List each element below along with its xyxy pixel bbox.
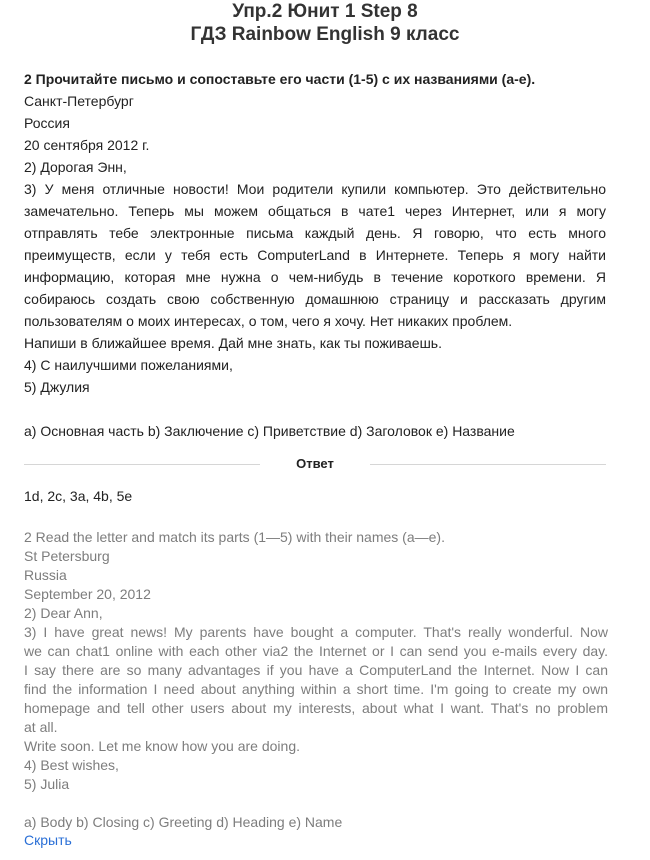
spacer	[24, 398, 606, 420]
letter-line: 2) Дорогая Энн,	[24, 159, 127, 175]
spacer	[24, 794, 608, 813]
page-title	[0, 0, 650, 46]
letter-closing-line: 4) Best wishes,	[24, 757, 119, 773]
letter-line: Russia	[24, 567, 67, 583]
task-options: а) Основная часть b) Заключение c) Приветствие d) Заголовок e) Название	[24, 423, 515, 439]
letter-closing-line: Напиши в ближайшее время. Дай мне знать, как ты поживаешь.	[24, 335, 442, 351]
answer-text: 1d, 2c, 3a, 4b, 5e	[24, 488, 133, 504]
letter-body-line: we can chat1 online with each other via2 the Internet or I can send you e-mails every day.	[24, 643, 608, 659]
letter-line: Россия	[24, 115, 70, 131]
divider-line	[370, 464, 606, 465]
letter-body-line: информацию, которая мне нужна о чем-нибудь в течение короткого времени. Я	[24, 269, 606, 285]
answer-label: Ответ	[296, 456, 334, 471]
letter-body-line: собираюсь создать свою собственную домашнюю страницу и рассказать другим	[24, 291, 606, 307]
letter-line: Санкт-Петербург	[24, 93, 134, 109]
divider-line	[24, 464, 260, 465]
letter-body-line: отправлять тебе электронные письма каждый день. Я говорю, что есть много	[24, 225, 606, 241]
letter-closing-line: 5) Julia	[24, 776, 70, 792]
letter-body-line: 3) I have great news! My parents have bought a computer. That's really wonderful. Now	[24, 624, 608, 640]
letter-body-line: замечательно. Теперь мы можем общаться в чате1 через Интернет, или я могу	[24, 203, 606, 219]
letter-closing-line: Write soon. Let me know how you are doing.	[24, 738, 301, 754]
letter-closing-line: 4) С наилучшими пожеланиями,	[24, 357, 233, 373]
answer-divider	[24, 453, 606, 477]
letter-closing-line: 5) Джулия	[24, 379, 90, 395]
task-english	[24, 528, 608, 832]
letter-body-line: homepage and tell other users about my interests, about what I want. That's no problem	[24, 700, 608, 716]
task-question: 2 Read the letter and match its parts (1—5) with their names (a—e).	[24, 529, 445, 545]
page-title-line-1: Упр.2 Юнит 1 Step 8	[232, 1, 418, 22]
task-options: a) Body b) Closing c) Greeting d) Heading e) Name	[24, 814, 343, 830]
letter-body-line: преимуществ, если у тебя есть ComputerLand в Интернете. Теперь я могу найти	[24, 247, 606, 263]
letter-body-line: 3) У меня отличные новости! Мои родители купили компьютер. Это действительно	[24, 181, 606, 197]
task-russian	[24, 68, 606, 442]
page-title-line-2: ГДЗ Rainbow English 9 класс	[190, 24, 460, 45]
letter-body-line: пользователям о моих интересах, о том, чего я хочу. Нет никаких проблем.	[24, 313, 513, 329]
letter-line: 20 сентября 2012 г.	[24, 137, 150, 153]
hide-translation-link[interactable]: Скрыть	[24, 832, 72, 848]
task-question: 2 Прочитайте письмо и сопоставьте его части (1-5) с их названиями (а-е).	[24, 71, 536, 87]
letter-line: 2) Dear Ann,	[24, 605, 103, 621]
letter-body-line: find the information I need about anything within a short time. I'm going to create my own	[24, 681, 608, 697]
letter-line: September 20, 2012	[24, 586, 151, 602]
letter-body-line: I say there are so many advantages if you have a ComputerLand the Internet. Now I can	[24, 662, 608, 678]
letter-body-line: at all.	[24, 719, 58, 735]
letter-line: St Petersburg	[24, 548, 110, 564]
